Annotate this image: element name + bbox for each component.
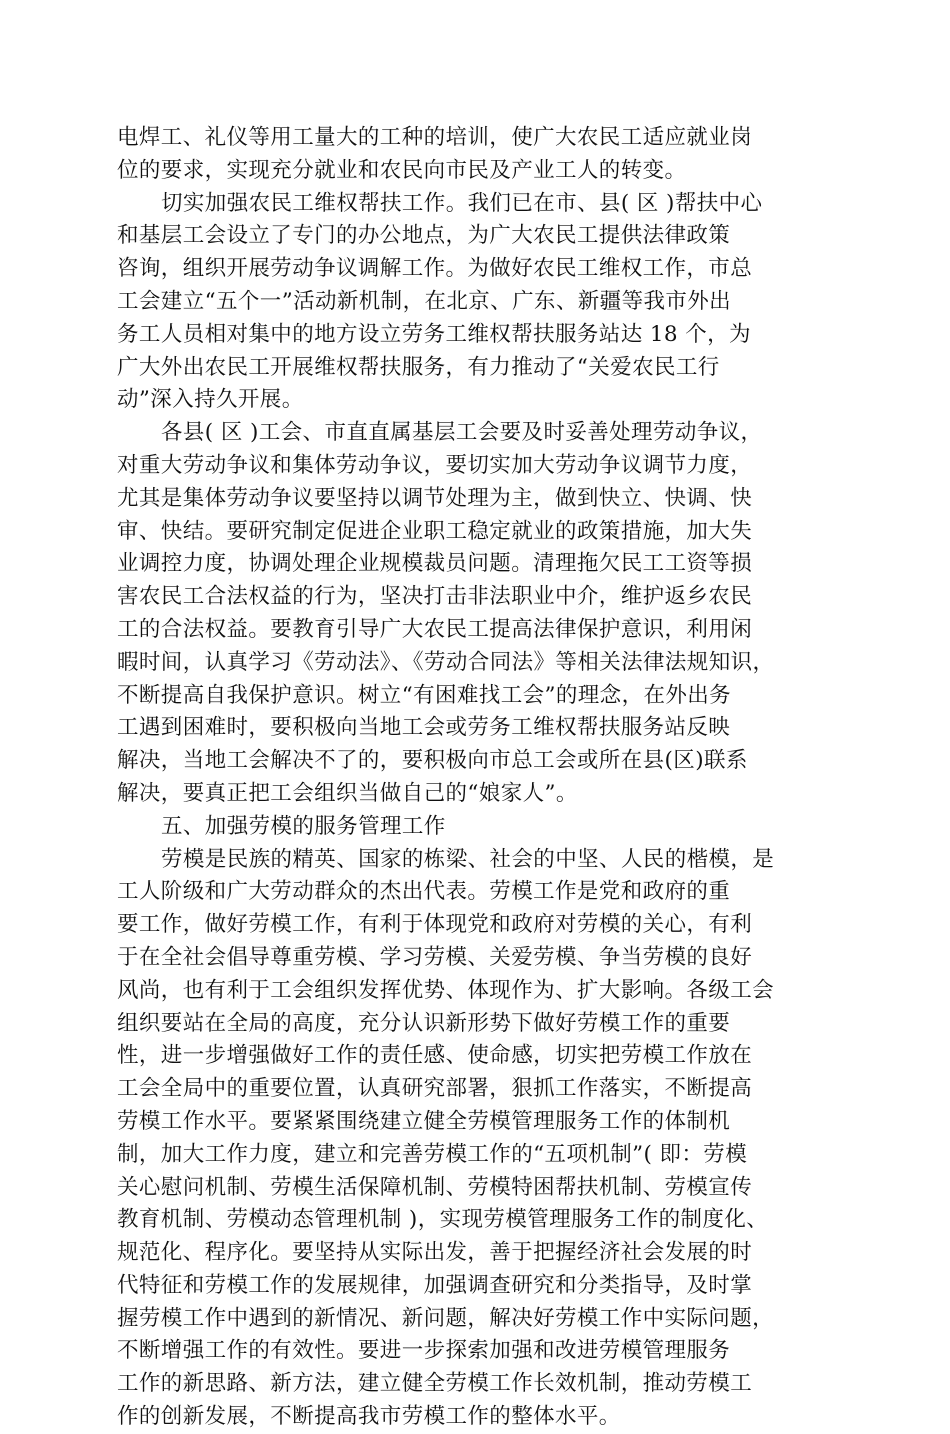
text-line: 暇时间，认真学习《劳动法》、《劳动合同法》等相关法律法规知识，	[117, 649, 775, 675]
text-line: 害农民工合法权益的行为，坚决打击非法职业中介，维护返乡农民	[117, 584, 753, 610]
text-line: 规范化、程序化。要坚持从实际出发，善于把握经济社会发展的时	[117, 1240, 753, 1266]
text-line: 制，加大工作力度，建立和完善劳模工作的“五项机制”( 即：劳模	[117, 1141, 748, 1167]
document-body	[117, 122, 842, 1434]
text-line: 性，进一步增强做好工作的责任感、使命感，切实把劳模工作放在	[117, 1043, 753, 1069]
text-line: 工会全局中的重要位置，认真研究部署，狠抓工作落实，不断提高	[117, 1076, 753, 1102]
text-line: 代特征和劳模工作的发展规律，加强调查研究和分类指导，及时掌	[117, 1272, 753, 1298]
text-line: 不断增强工作的有效性。要进一步探索加强和改进劳模管理服务	[117, 1338, 731, 1364]
text-line: 劳模工作水平。要紧紧围绕建立健全劳模管理服务工作的体制机	[117, 1108, 731, 1134]
text-line: 解决，要真正把工会组织当做自己的“娘家人”。	[117, 780, 578, 806]
text-line: 咨询，组织开展劳动争议调解工作。为做好农民工维权工作，市总	[117, 256, 753, 282]
text-line: 解决，当地工会解决不了的，要积极向市总工会或所在县(区)联系	[117, 748, 748, 774]
text-line: 尤其是集体劳动争议要坚持以调节处理为主，做到快立、快调、快	[117, 485, 753, 511]
text-line: 不断提高自我保护意识。树立“有困难找工会”的理念，在外出务	[117, 682, 732, 708]
text-line: 工会建立“五个一”活动新机制，在北京、广东、新疆等我市外出	[117, 288, 732, 314]
text-line: 广大外出农民工开展维权帮扶服务，有力推动了“关爱农民工行	[117, 354, 720, 380]
text-line: 关心慰问机制、劳模生活保障机制、劳模特困帮扶机制、劳模宣传	[117, 1174, 753, 1200]
text-line: 教育机制、劳模动态管理机制 )，实现劳模管理服务工作的制度化、	[117, 1207, 769, 1233]
text-line: 握劳模工作中遇到的新情况、新问题，解决好劳模工作中实际问题，	[117, 1305, 775, 1331]
paragraph-start-line: 劳模是民族的精英、国家的栋梁、社会的中坚、人民的楷模，是	[161, 846, 775, 872]
text-line: 作的创新发展，不断提高我市劳模工作的整体水平。	[117, 1404, 621, 1430]
paragraph-start-line: 各县( 区 )工会、市直直属基层工会要及时妥善处理劳动争议，	[161, 420, 763, 446]
text-line: 审、快结。要研究制定促进企业职工稳定就业的政策措施，加大失	[117, 518, 753, 544]
paragraph-start-line: 切实加强农民工维权帮扶工作。我们已在市、县( 区 )帮扶中心	[161, 190, 763, 216]
section-heading: 五、加强劳模的服务管理工作	[161, 813, 446, 839]
text-line: 和基层工会设立了专门的办公地点，为广大农民工提供法律政策	[117, 223, 731, 249]
text-line: 电焊工、礼仪等用工量大的工种的培训，使广大农民工适应就业岗	[117, 125, 753, 150]
text-line: 业调控力度，协调处理企业规模裁员问题。清理拖欠民工工资等损	[117, 551, 753, 577]
text-line: 工作的新思路、新方法，建立健全劳模工作长效机制，推动劳模工	[117, 1371, 753, 1397]
text-line: 要工作，做好劳模工作，有利于体现党和政府对劳模的关心，有利	[117, 912, 753, 938]
text-line: 组织要站在全局的高度，充分认识新形势下做好劳模工作的重要	[117, 1010, 731, 1036]
text-line: 工的合法权益。要教育引导广大农民工提高法律保护意识，利用闲	[117, 616, 753, 642]
text-line: 对重大劳动争议和集体劳动争议，要切实加大劳动争议调节力度，	[117, 452, 753, 478]
text-line: 动”深入持久开展。	[117, 387, 304, 413]
text-line: 于在全社会倡导尊重劳模、学习劳模、关爱劳模、争当劳模的良好	[117, 944, 753, 970]
text-line: 风尚，也有利于工会组织发挥优势、体现作为、扩大影响。各级工会	[117, 977, 775, 1003]
text-line: 位的要求，实现充分就业和农民向市民及产业工人的转变。	[117, 157, 687, 183]
text-line: 工遇到困难时，要积极向当地工会或劳务工维权帮扶服务站反映	[117, 715, 731, 741]
text-line: 工人阶级和广大劳动群众的杰出代表。劳模工作是党和政府的重	[117, 879, 731, 905]
text-line: 务工人员相对集中的地方设立劳务工维权帮扶服务站达 18 个，为	[117, 321, 751, 347]
